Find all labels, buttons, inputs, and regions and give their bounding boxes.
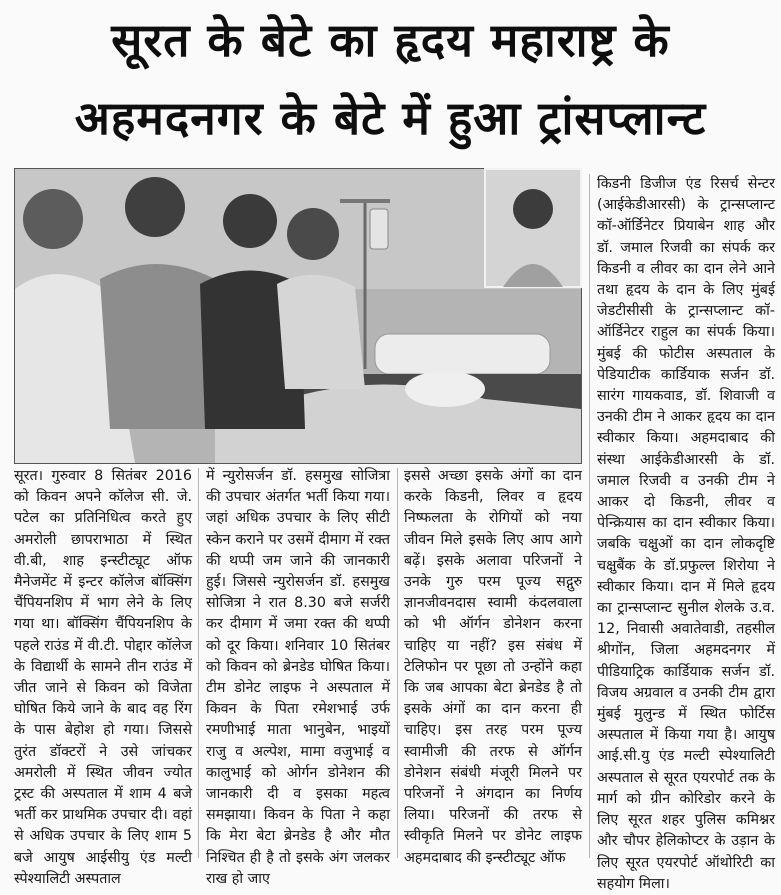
news-photo xyxy=(14,168,582,464)
article-column-2: में न्युरोसर्जन डॉ. हसमुख सोजित्रा की उपचार अंतर्गत भर्ती किया गया। जहां अधिक उपचार के लिए सीटी स्केन कराने पर उसमें दीमाग में रक्त की थप्पी जम जाने की जानकारी हुई। जिससे न्युरोसर्जन डॉ. हसमुख सोजित्रा ने रात 8.30 बजे सर्जरी कर दीमाग में जमा रक्त की थप्पी को दूर किया। शनिवार 10 सितंबर को किवन को ब्रेनडेड घोषित किया। टीम डोनेट लाइफ ने अस्पताल में किवन के पिता रमेशभाई उर्फ रमणीभाई माता भानुबेन, भाइयों राजु व अल्पेश, मामा वजुभाई व कालुभाई को ओर्गन डोनेशन की जानकारी दी व इसका महत्व समझाया। किवन के पिता ने कहा कि मेरा बेटा ब्रेनडेड है और मौत निश्चित ही है तो इसके अंग जलकर राख हो जाए xyxy=(206,468,390,887)
column-divider xyxy=(397,468,398,858)
column-divider xyxy=(589,174,590,858)
article-column-4: किडनी डिजीज एंड रिसर्च सेन्टर (आईकेडीआरसी) के ट्रान्सप्लान्ट कॉ-ऑर्डिनेटर प्रियाबेन शाह और डॉ. जमाल रिजवी का संपर्क कर किडनी व लीवर का दान लेने आने तथा हृदय के दान के लिए मुंबई जेडटीसीसी के ट्रान्सप्लान्ट कॉ-ऑर्डिनेटर राहुल का संपर्क किया। मुंबई की फोटीस अस्पताल के पेडियाटीक कार्डियाक सर्जन डॉ. सारंग गायकवाड, डॉ. शिवाजी व उनकी टीम ने आकर हृदय का दान स्वीकार किया। अहमदाबाद की संस्था आईकेडीआरसी के डॉ. जमाल रिजवी व उनकी टीम ने आकर दो किडनी, लीवर व पेन्क्रियास का दान स्वीकार किया। जबकि चक्षुओं का दान लोकदृष्टि चक्षुबैंक के डॉ.प्रफुल्ल शिरोया ने स्वीकार किया। दान में मिले हृदय का ट्रान्सप्लान्ट सुनील शेलके उ.व. 12, निवासी अवातेवाडी, तहसील श्रीगोंन, जिला अहमदनगर में पीडियाट्रिक कार्डियाक सर्जन डॉ. विजय अग्रवाल व उनकी टीम द्वारा मुंबई मुलुन्ड में स्थित फोर्टिस अस्पताल में किया गया है। आयुष आई.सी.यु एंड मल्टी स्पेश्यालिटी अस्पताल से सूरत एयरपोर्ट तक के मार्ग को ग्रीन कोरिडोर करने के लिए सूरत शहर पुलिस कमिश्नर और चौपर हेलिकोप्टर के उड़ान के लिए सूरत एयरपोर्ट ऑथोरिटी का सहयोग मिला। xyxy=(597,176,775,892)
column-divider xyxy=(198,468,199,858)
article-column-1: सूरत। गुरुवार 8 सितंबर 2016 को किवन अपने कॉलेज सी. जे. पटेल का प्रतिनिधित्व करते हुए अमरोली छापराभाठा में स्थित वी.बी, शाह इन्स्टीट्यूट ऑफ मैनेजमेंट में इन्टर कॉलेज बॉक्सिंग चैंपियनशिप में भाग लेने के लिए गया था। बॉक्सिंग चैंपियनशिप के पहले राउंड में वी.टी. पोद्दार कॉलेज के विद्यार्थी के सामने तीन राउंड में जीत जाने से किवन को विजेता घोषित किये जाने के बाद वह रिंग के पास बेहोश हो गया। जिससे तुरंत डॉक्टरों ने उसे जांचकर अमरोली में स्थित जीवन ज्योत ट्रस्ट की अस्पताल में शाम 4 बजे भर्ती कर प्राथमिक उपचार दी। वहां से अधिक उपचार के लिए शाम 5 बजे आयुष आईसीयु एंड मल्टी स्पेश्यालिटी अस्पताल xyxy=(14,468,192,887)
hospital-scene-illustration xyxy=(15,169,581,463)
headline-line-2: अहमदनगर के बेटे में हुआ ट्रांसप्लान्ट xyxy=(74,91,707,145)
article-column-3: इससे अच्छा इसके अंगों का दान करके किडनी, लिवर व हृदय निष्फलता के रोगियों को नया जीवन मिले इसके लिए आप आगे बढ़ें। इसके अलावा परिजनों ने उनके गुरु परम पूज्य सद्गुरु ज्ञानजीवनदास स्वामी कंदलवाला को भी ऑर्गन डोनेशन करना चाहिए या नहीं? इस संबंध में टेलिफोन पर पूछा तो उन्होंने कहा कि जब आपका बेटा ब्रेनडेड है तो इसके अंगों का दान करना ही चाहिए। इस तरह परम पूज्य स्वामीजी की तरफ से ऑर्गन डोनेशन संबंधी मंजूरी मिलने पर परिजनों ने अंगदान का निर्णय लिया। परिजनों की तरफ से स्वीकृति मिलने पर डोनेट लाइफ अहमदाबाद की इन्स्टीट्यूट ऑफ xyxy=(404,468,582,866)
headline-line-1: सूरत के बेटे का हृदय महाराष्ट्र के xyxy=(111,13,670,67)
